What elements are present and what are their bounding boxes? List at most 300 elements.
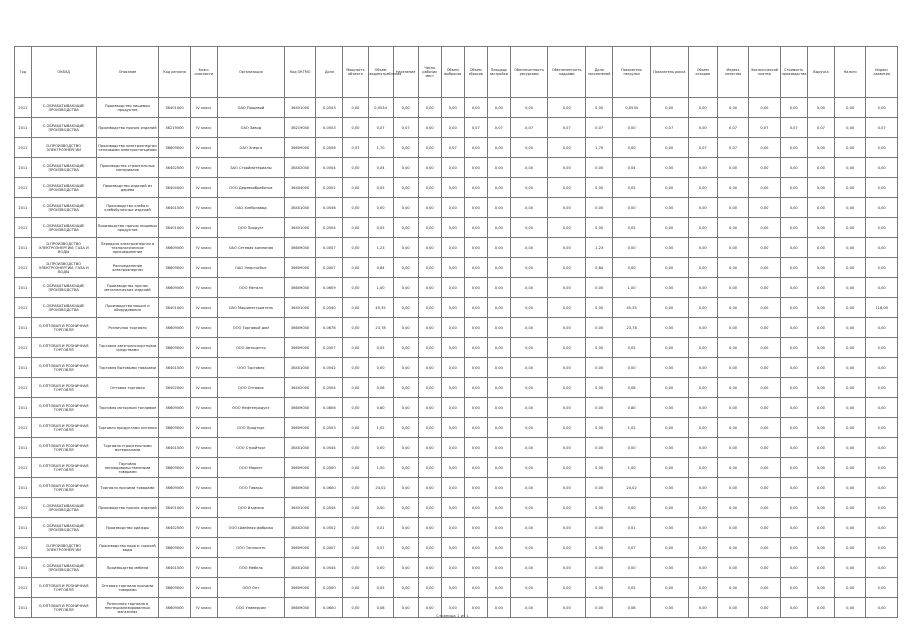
table-row — [15, 278, 898, 298]
table-cell: 36401000 — [159, 98, 190, 118]
table-cell: 36401000 — [284, 218, 315, 238]
table-body — [15, 98, 898, 618]
table-cell: 36609000 — [159, 138, 190, 158]
table-row — [15, 138, 898, 158]
table-cell: 0,00 — [510, 398, 548, 418]
table-cell: 36609000 — [284, 138, 315, 158]
table-cell: 0,00 — [418, 598, 441, 618]
table-cell: 0,00 — [807, 178, 834, 198]
table-cell: 0,00 — [749, 418, 780, 438]
table-cell: 0,00 — [650, 178, 688, 198]
table-cell: 36401000 — [159, 558, 190, 578]
table-cell: IV класс — [190, 158, 217, 178]
table-cell: 0,00 — [866, 278, 898, 298]
table-cell: IV класс — [190, 338, 217, 358]
column-header: ОКВЭД — [31, 47, 96, 98]
table-cell: 36609000 — [284, 338, 315, 358]
table-cell: 36402000 — [159, 378, 190, 398]
table-cell: 0,07 — [650, 118, 688, 138]
table-cell: ООО Мебель — [217, 558, 284, 578]
table-cell: 0,00 — [717, 498, 748, 518]
table-cell: 0,00 — [418, 418, 441, 438]
table-cell: 0,00 — [343, 298, 368, 318]
table-cell: 0,00 — [548, 218, 586, 238]
table-cell: 0,07 — [586, 118, 613, 138]
table-cell: 0,00 — [807, 278, 834, 298]
table-cell: 0,00 — [418, 378, 441, 398]
table-cell: 0,00 — [441, 438, 464, 458]
table-cell: 0,00 — [749, 578, 780, 598]
table-cell: IV класс — [190, 478, 217, 498]
table-cell: IV класс — [190, 458, 217, 478]
table-cell: 0,00 — [688, 598, 717, 618]
table-cell: 0,00 — [586, 478, 613, 498]
table-cell: 0,00 — [510, 338, 548, 358]
table-cell: 0,00 — [464, 238, 487, 258]
table-cell: 0,00 — [866, 578, 898, 598]
table-cell: 0,00 — [613, 238, 651, 258]
table-cell: 0,00 — [807, 538, 834, 558]
table-cell: 0,08 — [613, 598, 651, 618]
table-cell: 0,00 — [343, 258, 368, 278]
table-cell: ООО Автоцентр — [217, 338, 284, 358]
table-cell: ООО Продукт — [217, 218, 284, 238]
table-cell: Розничная торговля в неспециализированных магазинах — [96, 598, 159, 618]
table-cell: 23,78 — [613, 318, 651, 338]
table-cell: 0,00 — [586, 498, 613, 518]
table-cell: 0,00 — [780, 138, 807, 158]
table-cell: 0,00 — [548, 578, 586, 598]
table-cell: 0,00 — [717, 398, 748, 418]
table-cell: 0,00 — [368, 198, 393, 218]
table-cell: 0,00 — [835, 218, 866, 238]
table-cell: 0,00 — [749, 478, 780, 498]
table-cell: 0,00 — [866, 378, 898, 398]
table-cell: 0,00 — [717, 318, 748, 338]
table-cell: 0,00 — [688, 498, 717, 518]
table-cell: 36401000 — [284, 358, 315, 378]
table-cell: 0,00 — [487, 318, 510, 338]
table-cell: Передача электроэнергии и технологическое присоединение — [96, 238, 159, 258]
table-cell: 0,00 — [393, 458, 418, 478]
table-cell: G.ОПТОВАЯ И РОЗНИЧНАЯ ТОРГОВЛЯ — [31, 438, 96, 458]
table-cell: 0,00 — [418, 558, 441, 578]
table-cell: 0,00 — [807, 258, 834, 278]
table-cell: 0,08 — [368, 598, 393, 618]
table-cell: 0,00 — [613, 558, 651, 578]
table-cell: 0,00 — [780, 458, 807, 478]
table-cell: 0,00 — [510, 238, 548, 258]
table-cell: 0,00 — [393, 278, 418, 298]
table-cell: 0,00 — [866, 398, 898, 418]
column-header: Индекс качества — [717, 47, 748, 98]
column-header: Доля загрязнений — [586, 47, 613, 98]
table-cell: 0,00 — [835, 178, 866, 198]
table-cell: 0,05 — [613, 218, 651, 238]
table-cell: 0,00 — [586, 218, 613, 238]
table-cell: 0,00 — [418, 438, 441, 458]
table-cell: 0,00 — [487, 458, 510, 478]
table-cell: 0,00 — [807, 158, 834, 178]
table-cell: 1,00 — [368, 458, 393, 478]
table-cell: 0,00 — [688, 318, 717, 338]
table-cell: 0,00 — [487, 98, 510, 118]
table-cell: 0,00 — [393, 258, 418, 278]
table-cell: 0,00 — [548, 198, 586, 218]
table-cell: 0,00 — [866, 198, 898, 218]
table-cell: 0,07 — [368, 118, 393, 138]
table-cell: 0,00 — [441, 298, 464, 318]
table-cell: 0,00 — [717, 558, 748, 578]
table-cell: 0,00 — [780, 178, 807, 198]
table-cell: 0,00 — [650, 498, 688, 518]
table-row — [15, 158, 898, 178]
table-cell: 0,00 — [749, 558, 780, 578]
table-cell: ОАО Пищевой — [217, 98, 284, 118]
table-cell: 0,00 — [866, 538, 898, 558]
table-cell: 36609000 — [159, 458, 190, 478]
table-cell: 0,00 — [688, 118, 717, 138]
table-cell: 0,00 — [835, 238, 866, 258]
table-cell: 0,00 — [780, 518, 807, 538]
table-cell: 0,00 — [548, 358, 586, 378]
table-cell: 2011 — [15, 378, 32, 398]
table-cell: 0,00 — [780, 598, 807, 618]
table-cell: 0,00 — [393, 158, 418, 178]
table-cell: 0,00 — [749, 338, 780, 358]
table-cell: 0,00 — [418, 218, 441, 238]
table-cell: 0,00 — [866, 458, 898, 478]
table-cell: 0,00 — [749, 458, 780, 478]
table-cell: G.ОПТОВАЯ И РОЗНИЧНАЯ ТОРГОВЛЯ — [31, 318, 96, 338]
table-cell: 24,02 — [368, 478, 393, 498]
table-cell: 0,00 — [688, 98, 717, 118]
table-cell: 0,00 — [866, 98, 898, 118]
table-cell: 0,00 — [368, 498, 393, 518]
table-cell: 0,07 — [548, 118, 586, 138]
table-cell: D.ПРОИЗВОДСТВО ЭЛЕКТРОЭНЕРГИИ — [31, 138, 96, 158]
table-cell: 0,00 — [343, 278, 368, 298]
table-cell: 0,0544 — [316, 558, 343, 578]
table-cell: 0,00 — [548, 98, 586, 118]
table-cell: 0,00 — [487, 238, 510, 258]
table-cell: 0,00 — [441, 498, 464, 518]
table-cell: 0,00 — [613, 138, 651, 158]
table-cell: 0,00 — [749, 138, 780, 158]
table-cell: 0,00 — [418, 398, 441, 418]
table-cell: 0,00 — [650, 418, 688, 438]
table-cell: 0,00 — [441, 598, 464, 618]
table-cell: 36609000 — [284, 478, 315, 498]
table-cell: 36609000 — [159, 318, 190, 338]
table-cell: 0,00 — [393, 238, 418, 258]
table-cell: 0,00 — [418, 138, 441, 158]
table-cell: 0,00 — [835, 458, 866, 478]
table-row — [15, 338, 898, 358]
table-cell: 0,00 — [343, 178, 368, 198]
table-cell: 0,00 — [487, 378, 510, 398]
table-cell: 0,00 — [688, 198, 717, 218]
column-header: Класс опасности — [190, 47, 217, 98]
table-cell: 0,00 — [866, 558, 898, 578]
table-cell: 0,00 — [343, 598, 368, 618]
table-cell: IV класс — [190, 198, 217, 218]
table-cell: IV класс — [190, 238, 217, 258]
table-cell: 0,00 — [780, 298, 807, 318]
table-cell: 36609000 — [284, 318, 315, 338]
table-cell: 0,0007 — [316, 538, 343, 558]
table-cell: 0,00 — [487, 158, 510, 178]
table-cell: 0,00 — [548, 258, 586, 278]
table-cell: Производство пищевых продуктов — [96, 98, 159, 118]
table-cell: 0,00 — [835, 278, 866, 298]
table-cell: 0,00 — [418, 158, 441, 178]
table-cell: D.ПРОИЗВОДСТВО ЭЛЕКТРОЭНЕРГИИ, ГАЗА И ВОДЫ — [31, 238, 96, 258]
table-cell: 0,00 — [487, 278, 510, 298]
table-cell: G.ОПТОВАЯ И РОЗНИЧНАЯ ТОРГОВЛЯ — [31, 358, 96, 378]
table-cell: 0,00 — [487, 218, 510, 238]
table-cell: 0,00 — [586, 578, 613, 598]
table-cell: 0,00 — [464, 538, 487, 558]
table-cell: 0,00 — [393, 578, 418, 598]
table-cell: 36609000 — [159, 238, 190, 258]
table-cell: ООО Стройторг — [217, 438, 284, 458]
table-cell: 0,00 — [418, 518, 441, 538]
table-cell: 0,0502 — [316, 178, 343, 198]
table-cell: 0,00 — [717, 198, 748, 218]
table-cell: 0,00 — [510, 138, 548, 158]
table-cell: 0,00 — [835, 398, 866, 418]
table-cell: С.ОБРАБАТЫВАЮЩИЕ ПРОИЗВОДСТВА — [31, 158, 96, 178]
table-cell: 36609000 — [159, 578, 190, 598]
table-cell: 0,00 — [835, 318, 866, 338]
table-cell: 0,00 — [487, 338, 510, 358]
table-cell: 0,00 — [835, 378, 866, 398]
table-cell: G.ОПТОВАЯ И РОЗНИЧНАЯ ТОРГОВЛЯ — [31, 378, 96, 398]
table-cell: 0,00 — [418, 358, 441, 378]
table-cell: 0,00 — [613, 198, 651, 218]
table-cell: 0,00 — [835, 158, 866, 178]
table-cell: G.ОПТОВАЯ И РОЗНИЧНАЯ ТОРГОВЛЯ — [31, 478, 96, 498]
table-cell: 0,0507 — [316, 338, 343, 358]
table-cell: 0,00 — [487, 138, 510, 158]
table-cell: 0,00 — [586, 518, 613, 538]
table-cell: 36401000 — [159, 298, 190, 318]
column-header: Описание — [96, 47, 159, 98]
table-cell: IV класс — [190, 558, 217, 578]
table-cell: 0,00 — [343, 458, 368, 478]
table-cell: 0,00 — [343, 558, 368, 578]
table-cell: 0,00 — [586, 458, 613, 478]
table-cell: 0,00 — [464, 318, 487, 338]
table-cell: 0,00 — [510, 158, 548, 178]
table-cell: 0,00 — [650, 598, 688, 618]
table-cell: 0,00 — [650, 478, 688, 498]
table-cell: 0,07 — [368, 538, 393, 558]
table-cell: 0,00 — [487, 498, 510, 518]
table-cell: 0,00 — [749, 358, 780, 378]
table-cell: 0,00 — [717, 238, 748, 258]
table-cell: 0,00 — [343, 218, 368, 238]
table-cell: G.ОПТОВАЯ И РОЗНИЧНАЯ ТОРГОВЛЯ — [31, 398, 96, 418]
table-cell: 0,00 — [807, 418, 834, 438]
table-cell: 0,00 — [650, 278, 688, 298]
table-cell: 2011 — [15, 178, 32, 198]
table-row — [15, 398, 898, 418]
table-cell: 0,00 — [688, 458, 717, 478]
table-cell: 0,84 — [586, 258, 613, 278]
table-cell: 0,00 — [749, 258, 780, 278]
table-cell: 0,00 — [464, 278, 487, 298]
column-header: Обеспеченность ресурсами — [510, 47, 548, 98]
table-cell: 0,08 — [613, 378, 651, 398]
table-cell: 36609000 — [284, 458, 315, 478]
table-cell: 0,00 — [835, 298, 866, 318]
table-cell: 0,0543 — [316, 98, 343, 118]
column-header: Объем выбросов — [441, 47, 464, 98]
table-cell: 36401000 — [284, 98, 315, 118]
table-cell: 36609000 — [159, 418, 190, 438]
table-cell: Производство прочих металлических изделий — [96, 278, 159, 298]
table-cell: 0,00 — [586, 418, 613, 438]
column-header: Выручка — [807, 47, 834, 98]
table-cell: 0,00 — [464, 138, 487, 158]
table-cell: 0,0534 — [613, 98, 651, 118]
table-cell: 36401000 — [284, 498, 315, 518]
column-header: Обеспеченность кадрами — [548, 47, 586, 98]
table-cell: 0,00 — [780, 378, 807, 398]
column-header: Экологический платеж — [749, 47, 780, 98]
table-cell: 0,00 — [464, 198, 487, 218]
table-cell: 0,00 — [688, 158, 717, 178]
table-cell: 36609000 — [284, 278, 315, 298]
column-header: Год — [15, 47, 32, 98]
table-cell: 0,07 — [464, 118, 487, 138]
table-cell: 0,00 — [418, 538, 441, 558]
table-cell: 0,00 — [510, 278, 548, 298]
header-row — [15, 47, 898, 98]
table-cell: 0,07 — [717, 138, 748, 158]
table-cell: 0,00 — [548, 238, 586, 258]
table-cell: 0,00 — [464, 498, 487, 518]
table-cell: 0,00 — [650, 218, 688, 238]
table-cell: 0,00 — [586, 538, 613, 558]
table-cell: 0,00 — [441, 358, 464, 378]
table-cell: 36402000 — [159, 518, 190, 538]
column-header: Площадь застройки — [487, 47, 510, 98]
table-cell: 0,00 — [717, 258, 748, 278]
table-cell: 2011 — [15, 398, 32, 418]
table-cell: 0,00 — [441, 458, 464, 478]
table-row — [15, 498, 898, 518]
table-cell: 0,00 — [780, 418, 807, 438]
column-header: Код ОКТМО — [284, 47, 315, 98]
table-cell: 0,00 — [441, 338, 464, 358]
table-cell: 0,00 — [688, 558, 717, 578]
table-cell: 0,00 — [586, 298, 613, 318]
column-header: Число рабочих мест — [418, 47, 441, 98]
table-cell: Производство изделий из дерева — [96, 178, 159, 198]
table-cell: 0,00 — [650, 98, 688, 118]
table-cell: 2011 — [15, 318, 32, 338]
table-cell: 0,00 — [717, 338, 748, 358]
table-cell: 1,23 — [368, 238, 393, 258]
table-cell: 2011 — [15, 458, 32, 478]
table-cell: 36402000 — [284, 378, 315, 398]
table-cell: 0,05 — [368, 578, 393, 598]
table-cell: 0,00 — [548, 318, 586, 338]
table-cell: ООО Опт — [217, 578, 284, 598]
table-cell: 36219000 — [284, 118, 315, 138]
table-cell: 0,01 — [368, 518, 393, 538]
table-cell: 0,00 — [548, 598, 586, 618]
table-cell: 0,0806 — [316, 398, 343, 418]
table-cell: 0,00 — [441, 238, 464, 258]
table-cell: 0,00 — [418, 278, 441, 298]
table-cell: 36401000 — [284, 438, 315, 458]
table-cell: IV класс — [190, 298, 217, 318]
table-cell: 0,00 — [464, 458, 487, 478]
table-cell: 0,00 — [717, 178, 748, 198]
table-cell: 0,00 — [343, 238, 368, 258]
table-cell: 0,07 — [780, 118, 807, 138]
table-cell: 0,0678 — [316, 318, 343, 338]
table-cell: 0,00 — [866, 338, 898, 358]
table-cell: 2011 — [15, 358, 32, 378]
table-cell: 0,00 — [717, 158, 748, 178]
table-cell: 0,00 — [866, 218, 898, 238]
table-cell: 0,00 — [548, 438, 586, 458]
table-row — [15, 518, 898, 538]
table-cell: Производство одежды — [96, 518, 159, 538]
table-cell: 0,00 — [586, 178, 613, 198]
table-cell: 0,0544 — [316, 438, 343, 458]
table-cell: 0,00 — [807, 458, 834, 478]
table-cell: 0,00 — [393, 358, 418, 378]
table-cell: Производство прочих пищевых продуктов — [96, 218, 159, 238]
table-cell: 0,00 — [650, 258, 688, 278]
table-cell: 0,00 — [510, 358, 548, 378]
table-cell: ООО Торговля — [217, 358, 284, 378]
table-cell: 0,00 — [780, 338, 807, 358]
table-cell: 0,00 — [717, 298, 748, 318]
table-cell: 0,00 — [749, 438, 780, 458]
table-cell: 36609000 — [284, 258, 315, 278]
table-cell: 0,00 — [807, 598, 834, 618]
table-cell: G.ОПТОВАЯ И РОЗНИЧНАЯ ТОРГОВЛЯ — [31, 418, 96, 438]
table-cell: 0,00 — [749, 218, 780, 238]
table-cell: 0,00 — [393, 318, 418, 338]
table-cell: 0,00 — [650, 398, 688, 418]
table-cell: 0,04 — [613, 158, 651, 178]
column-header: Налоги — [835, 47, 866, 98]
column-header: Индекс развития — [866, 47, 898, 98]
column-header: Объем водопотребления — [368, 47, 393, 98]
table-cell: 36609000 — [159, 538, 190, 558]
table-cell: 0,00 — [586, 98, 613, 118]
table-cell: 2011 — [15, 338, 32, 358]
table-cell: С.ОБРАБАТЫВАЮЩИЕ ПРОИЗВОДСТВА — [31, 98, 96, 118]
table-cell: 0,00 — [717, 218, 748, 238]
table-cell: IV класс — [190, 378, 217, 398]
table-cell: 0,07 — [510, 118, 548, 138]
table-cell: 0,00 — [418, 338, 441, 358]
table-cell: 0,00 — [717, 598, 748, 618]
table-cell: IV класс — [190, 218, 217, 238]
table-cell: 0,00 — [586, 358, 613, 378]
table-cell: 0,00 — [343, 118, 368, 138]
table-cell: 0,00 — [780, 98, 807, 118]
